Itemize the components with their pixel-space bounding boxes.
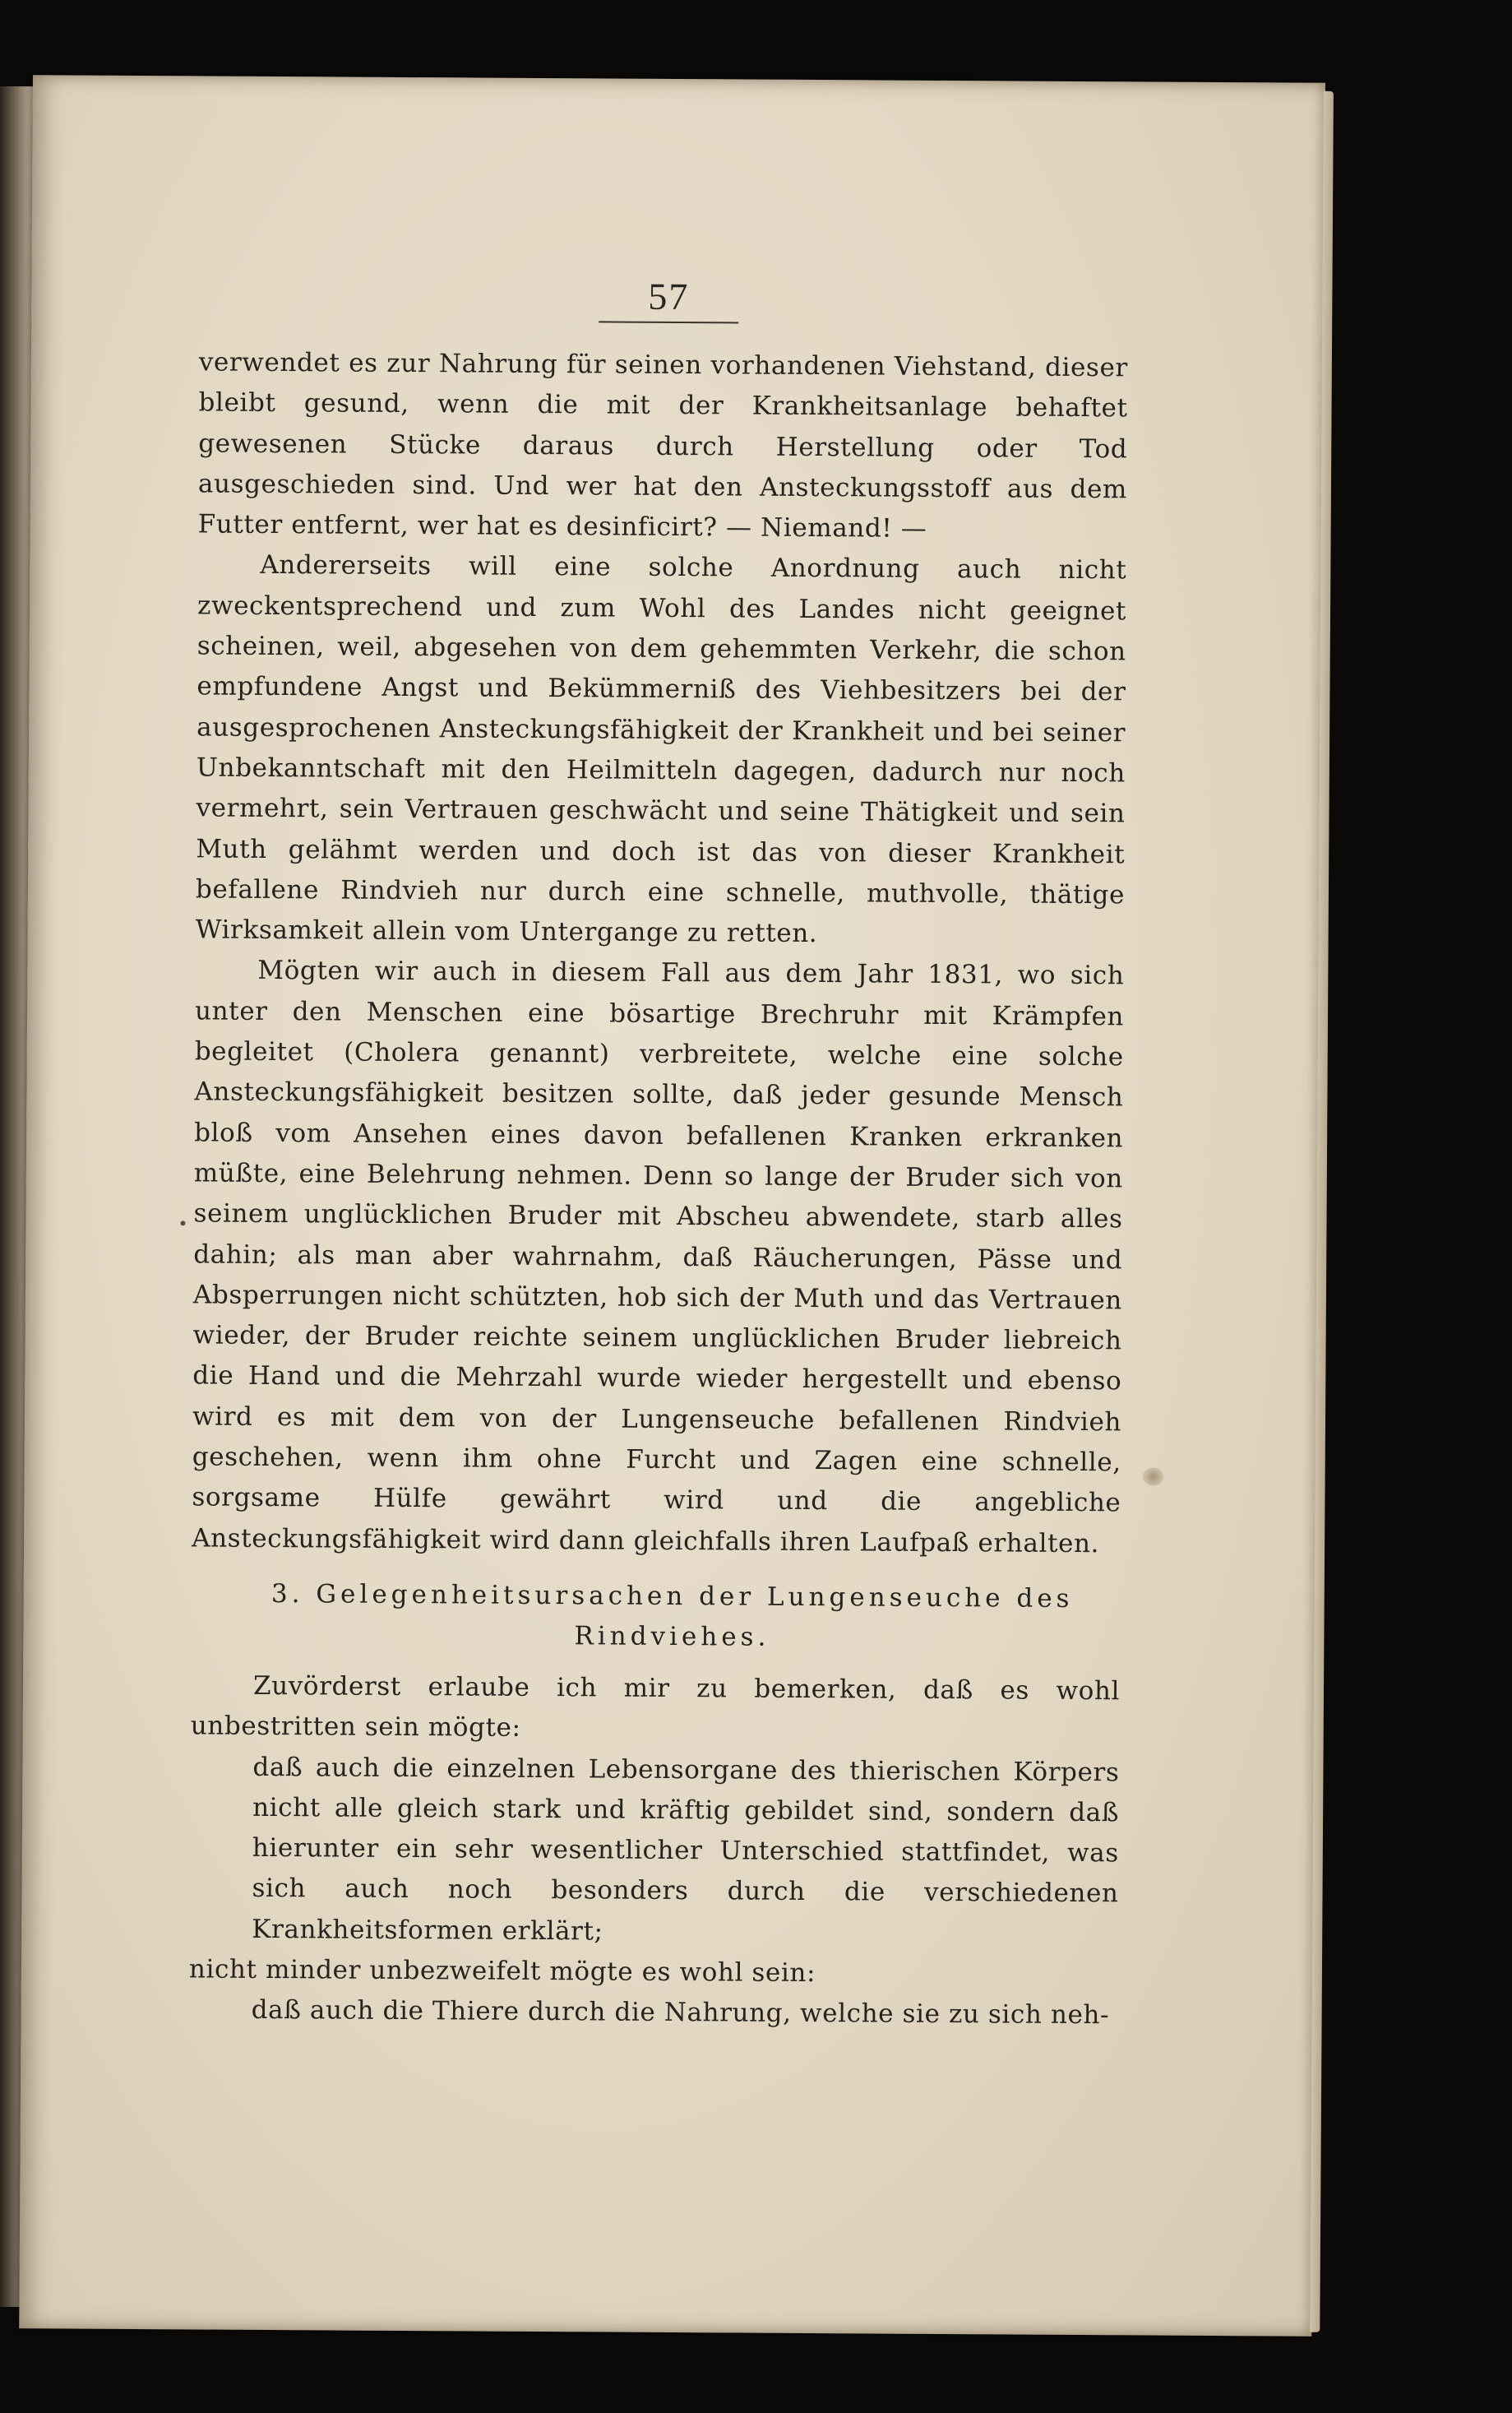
page-body (188, 342, 1128, 2036)
page-number: 57 (648, 275, 690, 318)
page-stack-edge (1310, 91, 1334, 2332)
paragraph: Zuvörderst erlaube ich mir zu bemerken, daß es wohl unbestritten sein mögte: (190, 1670, 1121, 1744)
paragraph: Andererseits will eine solche Anordnung auch nicht zweckentsprechend und zum Wohl des Landes nicht geeignet scheinen, weil, abgesehen von dem gehemmten Verkehr, die schon empfundene Angst und Bekümmerniß des Viehbesitzers bei der ausgesprochenen Ansteckungsfähigkeit der Krankheit und bei seiner Unbekanntschaft mit den Heilmitteln dagegen, dadurch nur noch vermehrt, sein Vertrauen geschwächt und seine Thätigkeit und sein Muth gelähmt werden und doch ist das von dieser Krankheit befallene Rindvieh nur durch eine schnelle, muthvolle, thätige Wirksamkeit allein vom Untergange zu retten. (195, 550, 1127, 949)
paragraph-continued: verwendet es zur Nahrung für seinen vorhandenen Viehstand, dieser bleibt gesund, wenn die mit der Krankheitsanlage behaftet gewesenen Stücke daraus durch Herstellung oder Tod ausgeschieden sind. Und wer hat den Ansteckungsstoff aus dem Futter entfernt, wer hat es desinficirt? — Niemand! — (197, 347, 1128, 544)
indented-statement: daß auch die Thiere durch die Nahrung, welche sie zu sich neh- (251, 1995, 1110, 2031)
paragraph: Mögten wir auch in diesem Fall aus dem Jahr 1831, wo sich unter den Menschen eine bösartige Brechruhr mit Krämpfen begleitet (Cholera genannt) verbreitete, welche eine solche Ansteckungsfähigkeit besitzen sollte, daß jeder gesunde Mensch bloß vom Ansehen eines davon befallenen Kranken erkranken müßte, eine Belehrung nehmen. Denn so lange der Bruder sich von seinem unglücklichen Bruder mit Abscheu abwendete, starb alles dahin; als man aber wahrnahm, daß Räucherungen, Pässe und Absperrungen nicht schützten, hob sich der Muth und das Vertrauen wieder, der Bruder reichte seinem unglücklichen Bruder liebreich die Hand und die Mehrzahl wurde wieder hergestellt und ebenso wird es mit dem von der Lungenseuche befallenen Rindvieh geschehen, wenn ihm ohne Furcht und Zagen eine schnelle, sorgsame Hülfe gewährt wird und die angebliche Ansteckungsfähigkeit wird dann gleichfalls ihren Laufpaß erhalten. (192, 956, 1125, 1558)
ink-dot (180, 1220, 185, 1225)
book-page (19, 75, 1325, 2337)
header-rule (599, 321, 738, 323)
paper-stain (1143, 1467, 1164, 1485)
page-header (599, 274, 738, 323)
section-heading: 3. Gelegenheitsursachen der Lungenseuche des Rindviehes. (270, 1578, 1074, 1652)
paragraph: nicht minder unbezweifelt mögte es wohl sein: (188, 1954, 816, 1989)
indented-statement: daß auch die einzelnen Lebensorgane des thierischen Körpers nicht alle gleich stark und kräftig gebildet sind, sondern daß hierunter ein sehr wesentlicher Unterschied stattfindet, was sich auch noch besonders durch die verschiedenen Krankheitsformen erklärt; (252, 1752, 1120, 1947)
